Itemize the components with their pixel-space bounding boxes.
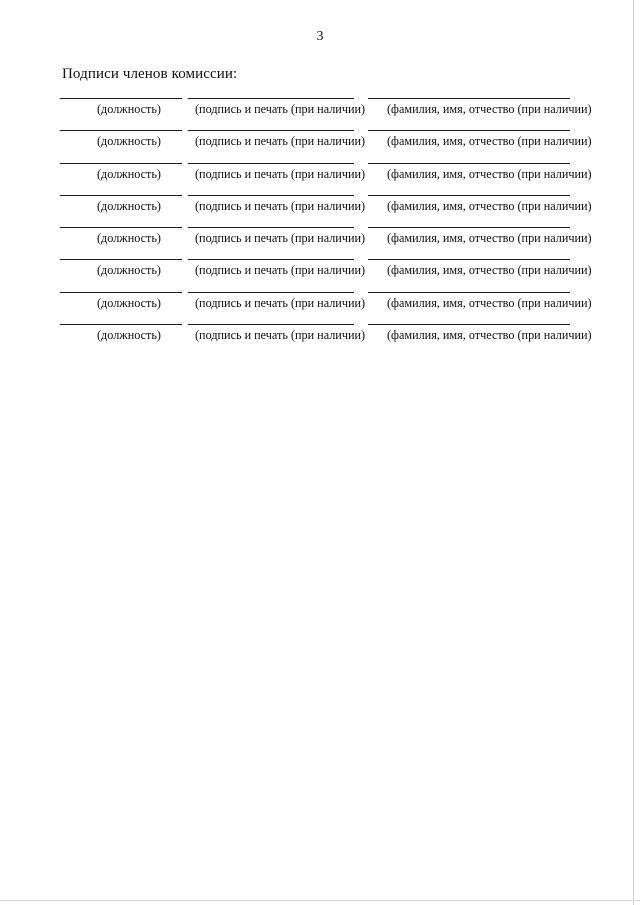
name-line <box>368 324 570 325</box>
position-caption: (должность) <box>97 328 161 343</box>
signature-row <box>0 292 640 324</box>
name-caption: (фамилия, имя, отчество (при наличии) <box>387 134 592 149</box>
position-line <box>60 163 182 164</box>
signature-row <box>0 163 640 195</box>
position-caption: (должность) <box>97 198 161 213</box>
position-caption: (должность) <box>97 295 161 310</box>
name-caption: (фамилия, имя, отчество (при наличии) <box>387 263 592 278</box>
signature-caption: (подпись и печать (при наличии) <box>195 231 366 246</box>
signature-line <box>188 292 354 293</box>
name-line <box>368 130 570 131</box>
signature-line <box>188 227 354 228</box>
signature-row <box>0 227 640 259</box>
signature-line <box>188 98 354 99</box>
page-edge-bottom <box>0 900 640 901</box>
signature-line <box>188 130 354 131</box>
name-line <box>368 292 570 293</box>
position-caption: (должность) <box>97 134 161 149</box>
position-caption: (должность) <box>97 166 161 181</box>
signature-rows <box>0 98 640 356</box>
signature-caption: (подпись и печать (при наличии) <box>195 134 366 149</box>
signature-row <box>0 259 640 291</box>
signature-caption: (подпись и печать (при наличии) <box>195 328 366 343</box>
name-caption: (фамилия, имя, отчество (при наличии) <box>387 328 592 343</box>
signature-row <box>0 130 640 162</box>
commission-signatures-heading: Подписи членов комиссии: <box>62 66 238 82</box>
position-line <box>60 98 182 99</box>
position-line <box>60 130 182 131</box>
name-line <box>368 227 570 228</box>
position-line <box>60 292 182 293</box>
signature-caption: (подпись и печать (при наличии) <box>195 166 366 181</box>
name-caption: (фамилия, имя, отчество (при наличии) <box>387 295 592 310</box>
signature-row <box>0 195 640 227</box>
position-caption: (должность) <box>97 231 161 246</box>
position-line <box>60 195 182 196</box>
signature-line <box>188 259 354 260</box>
signature-line <box>188 195 354 196</box>
position-caption: (должность) <box>97 263 161 278</box>
name-line <box>368 259 570 260</box>
position-line <box>60 227 182 228</box>
signature-caption: (подпись и печать (при наличии) <box>195 102 366 116</box>
position-line <box>60 259 182 260</box>
name-caption: (фамилия, имя, отчество (при наличии) <box>387 102 592 116</box>
signature-line <box>188 163 354 164</box>
name-caption: (фамилия, имя, отчество (при наличии) <box>387 166 592 181</box>
name-line <box>368 195 570 196</box>
name-line <box>368 98 570 99</box>
name-caption: (фамилия, имя, отчество (при наличии) <box>387 198 592 213</box>
name-caption: (фамилия, имя, отчество (при наличии) <box>387 231 592 246</box>
signature-caption: (подпись и печать (при наличии) <box>195 198 366 213</box>
signature-row <box>0 324 640 356</box>
signature-line <box>188 324 354 325</box>
signature-row <box>0 98 640 130</box>
name-line <box>368 163 570 164</box>
page-number: 3 <box>316 29 324 44</box>
signature-caption: (подпись и печать (при наличии) <box>195 295 366 310</box>
signature-caption: (подпись и печать (при наличии) <box>195 263 366 278</box>
position-caption: (должность) <box>97 102 161 116</box>
position-line <box>60 324 182 325</box>
